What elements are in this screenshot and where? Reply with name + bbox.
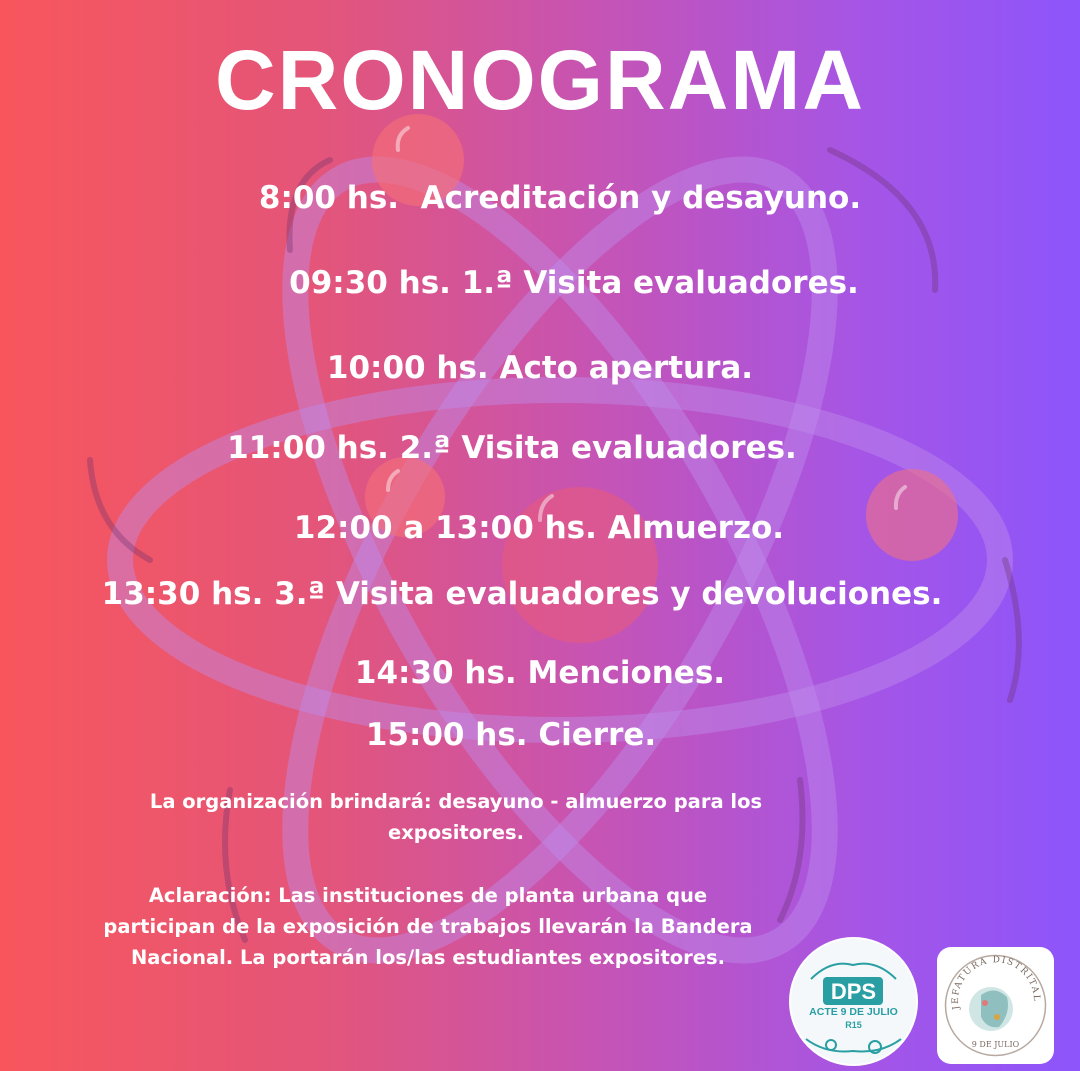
atom-electron bbox=[866, 469, 958, 561]
schedule-time: 12:00 a 13:00 hs. bbox=[293, 510, 597, 546]
note-line: Nacional. La portarán los/las estudiantes expositores. bbox=[130, 946, 726, 970]
jefatura-logo bbox=[937, 947, 1054, 1064]
schedule-item bbox=[289, 265, 859, 301]
dps-line1: ACTE 9 DE JULIO bbox=[809, 1006, 898, 1018]
schedule-activity: Menciones. bbox=[527, 655, 726, 691]
dps-acronym: DPS bbox=[830, 979, 877, 1004]
schedule-activity: 1.ª Visita evaluadores. bbox=[461, 265, 859, 301]
note-line: expositores. bbox=[387, 821, 525, 845]
schedule-activity: Acreditación y desayuno. bbox=[420, 180, 862, 216]
jefatura-ring-text: JEFATURA DISTRITAL bbox=[950, 955, 1042, 1011]
schedule-item bbox=[258, 180, 862, 216]
schedule-time: 09:30 hs. bbox=[289, 265, 451, 301]
schedule-time: 14:30 hs. bbox=[354, 655, 517, 691]
schedule-item bbox=[354, 655, 726, 691]
dps-logo bbox=[789, 937, 918, 1066]
schedule-activity: Almuerzo. bbox=[607, 510, 785, 546]
clarification-note bbox=[18, 880, 838, 974]
note-line: La organización brindará: desayuno - almuerzo para los bbox=[149, 790, 763, 813]
schedule-activity: Cierre. bbox=[538, 717, 657, 753]
schedule-time: 10:00 hs. bbox=[326, 350, 489, 386]
schedule-time: 13:30 hs. bbox=[101, 576, 264, 612]
organization-note bbox=[26, 786, 886, 848]
schedule-item bbox=[227, 430, 797, 466]
schedule-item bbox=[365, 717, 657, 753]
schedule-time: 8:00 hs. bbox=[258, 180, 400, 216]
schedule-item bbox=[326, 350, 754, 386]
note-line: Aclaración: Las instituciones de planta urbana que bbox=[148, 884, 708, 907]
schedule-item bbox=[293, 510, 785, 546]
note-line: participan de la exposición de trabajos llevarán la Bandera bbox=[103, 915, 753, 939]
jefatura-bottom-text: 9 DE JULIO bbox=[971, 1040, 1020, 1049]
schedule-time: 15:00 hs. bbox=[365, 717, 528, 753]
page-title: CRONOGRAMA bbox=[215, 33, 865, 127]
schedule-item bbox=[101, 576, 943, 612]
schedule-activity: Acto apertura. bbox=[499, 350, 754, 386]
schedule-activity: 2.ª Visita evaluadores. bbox=[399, 430, 797, 466]
schedule-activity: 3.ª Visita evaluadores y devoluciones. bbox=[274, 576, 943, 612]
schedule-time: 11:00 hs. bbox=[227, 430, 389, 466]
dps-line2: R15 bbox=[845, 1020, 862, 1030]
